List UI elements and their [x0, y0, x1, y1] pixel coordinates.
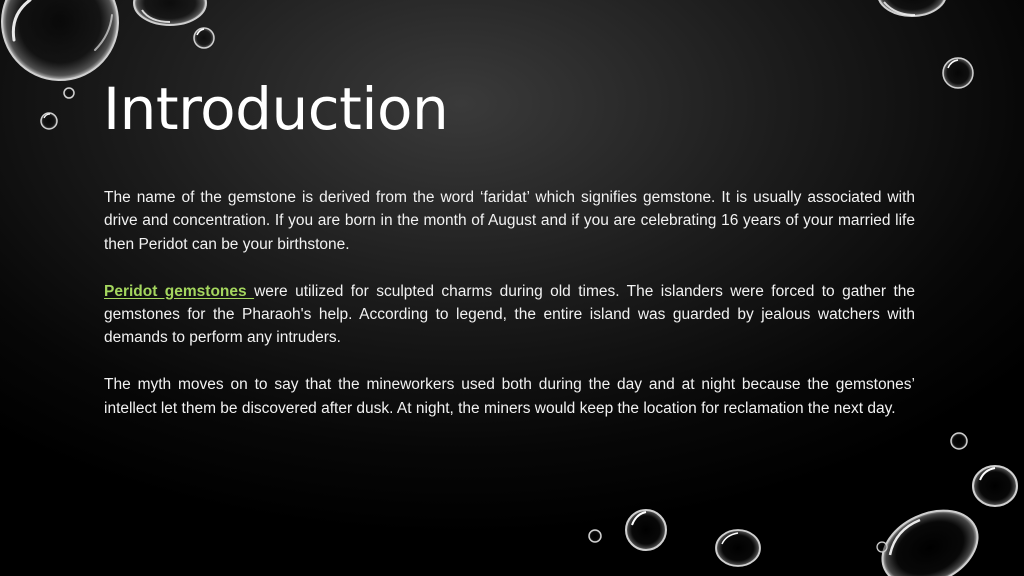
peridot-gemstones-link[interactable]: Peridot gemstones [104, 282, 255, 300]
bubble-right-2 [951, 433, 967, 449]
bubble-bottom-4 [877, 542, 887, 552]
slide-body [104, 186, 915, 443]
bubble-top-right [878, 0, 946, 16]
bubble-bottom-2 [589, 530, 601, 542]
bubble-small-2 [64, 88, 74, 98]
paragraph-1: The name of the gemstone is derived from the word ‘faridat’ which signifies gemstone. It is usually associated with drive and concentration. If you are born in the month of August and if you are celebrating 16 years of your married life then Peridot can be your birthstone. [104, 189, 915, 253]
paragraph-3: The myth moves on to say that the mineworkers used both during the day and at night because the gemstones’ intellect let them be discovered after dusk. At night, the miners would keep the location for reclamation the next day. [104, 376, 915, 417]
bubble-right-3 [973, 466, 1017, 506]
bubble-top-center [134, 0, 206, 25]
bubble-small-3 [41, 113, 57, 129]
bubble-right-1 [943, 58, 973, 88]
bubble-bottom-3 [716, 530, 760, 566]
paragraph-2-text: were utilized for sculpted charms during old times. The islanders were forced to gather the gemstones for the Pharaoh's help. According to legend, the entire island was guarded by jealous watchers with demands to perform any intruders. [104, 282, 916, 347]
bubble-bottom-right-large [870, 496, 989, 576]
bubble-small-1 [194, 28, 214, 48]
slide-title: Introduction [103, 75, 449, 143]
paragraph-2 [104, 280, 915, 350]
bubble-bottom-1 [626, 510, 666, 550]
